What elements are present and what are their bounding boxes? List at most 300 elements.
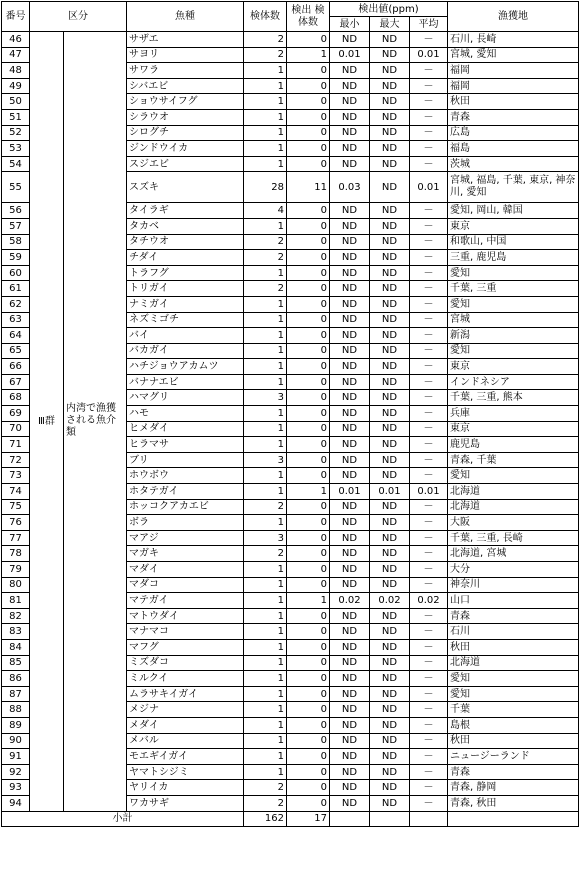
avg-value: － bbox=[410, 141, 448, 157]
avg-value: － bbox=[410, 156, 448, 172]
avg-value: － bbox=[410, 265, 448, 281]
species-name: トリガイ bbox=[127, 281, 244, 297]
min-value: 0.02 bbox=[330, 593, 370, 609]
detected-count: 0 bbox=[287, 437, 330, 453]
species-name: マナマコ bbox=[127, 624, 244, 640]
max-value: ND bbox=[370, 655, 410, 671]
max-value: ND bbox=[370, 702, 410, 718]
avg-value: － bbox=[410, 328, 448, 344]
sample-count: 2 bbox=[244, 499, 287, 515]
species-name: ジンドウイカ bbox=[127, 141, 244, 157]
row-no: 54 bbox=[2, 156, 30, 172]
min-value: ND bbox=[330, 63, 370, 79]
avg-value: － bbox=[410, 109, 448, 125]
detected-count: 11 bbox=[287, 172, 330, 203]
avg-value: － bbox=[410, 452, 448, 468]
detected-count: 0 bbox=[287, 702, 330, 718]
subtotal-label: 小計 bbox=[2, 811, 244, 827]
species-name: マガキ bbox=[127, 546, 244, 562]
subtotal-min-empty bbox=[330, 811, 370, 827]
min-value: ND bbox=[330, 437, 370, 453]
max-value: ND bbox=[370, 624, 410, 640]
detected-count: 0 bbox=[287, 515, 330, 531]
species-name: バナナエビ bbox=[127, 374, 244, 390]
min-value: ND bbox=[330, 390, 370, 406]
species-name: ヒラマサ bbox=[127, 437, 244, 453]
sample-count: 1 bbox=[244, 296, 287, 312]
detected-count: 0 bbox=[287, 795, 330, 811]
sample-count: 1 bbox=[244, 577, 287, 593]
sample-count: 1 bbox=[244, 733, 287, 749]
avg-value: － bbox=[410, 733, 448, 749]
origin: 東京 bbox=[448, 218, 579, 234]
max-value: 0.01 bbox=[370, 484, 410, 500]
row-no: 82 bbox=[2, 608, 30, 624]
origin: 石川 bbox=[448, 624, 579, 640]
max-value: ND bbox=[370, 47, 410, 63]
origin: 島根 bbox=[448, 717, 579, 733]
avg-value: － bbox=[410, 702, 448, 718]
origin: インドネシア bbox=[448, 374, 579, 390]
species-name: ミルクイ bbox=[127, 671, 244, 687]
species-name: サワラ bbox=[127, 63, 244, 79]
origin: 千葉 bbox=[448, 702, 579, 718]
row-no: 50 bbox=[2, 94, 30, 110]
species-name: シログチ bbox=[127, 125, 244, 141]
sample-count: 1 bbox=[244, 218, 287, 234]
min-value: ND bbox=[330, 250, 370, 266]
min-value: ND bbox=[330, 343, 370, 359]
sample-count: 1 bbox=[244, 421, 287, 437]
row-no: 64 bbox=[2, 328, 30, 344]
origin: 鹿児島 bbox=[448, 437, 579, 453]
species-name: スズキ bbox=[127, 172, 244, 203]
origin: 青森, 千葉 bbox=[448, 452, 579, 468]
header-detected-value: 検出値(ppm) bbox=[330, 2, 448, 17]
header-detected: 検出 検体数 bbox=[287, 2, 330, 32]
min-value: ND bbox=[330, 780, 370, 796]
species-name: ハマグリ bbox=[127, 390, 244, 406]
avg-value: 0.01 bbox=[410, 172, 448, 203]
min-value: ND bbox=[330, 717, 370, 733]
detected-count: 0 bbox=[287, 125, 330, 141]
species-name: ミズダコ bbox=[127, 655, 244, 671]
row-no: 49 bbox=[2, 78, 30, 94]
min-value: ND bbox=[330, 406, 370, 422]
detected-count: 0 bbox=[287, 577, 330, 593]
row-no: 56 bbox=[2, 203, 30, 219]
avg-value: － bbox=[410, 717, 448, 733]
avg-value: 0.02 bbox=[410, 593, 448, 609]
row-no: 77 bbox=[2, 530, 30, 546]
species-name: ショウサイフグ bbox=[127, 94, 244, 110]
origin: 宮城 bbox=[448, 312, 579, 328]
header-samples: 検体数 bbox=[244, 2, 287, 32]
min-value: ND bbox=[330, 546, 370, 562]
row-no: 87 bbox=[2, 686, 30, 702]
subtotal-origin-empty bbox=[448, 811, 579, 827]
species-name: ボラ bbox=[127, 515, 244, 531]
origin: 青森 bbox=[448, 109, 579, 125]
sample-count: 1 bbox=[244, 702, 287, 718]
row-no: 81 bbox=[2, 593, 30, 609]
detected-count: 0 bbox=[287, 265, 330, 281]
avg-value: － bbox=[410, 468, 448, 484]
avg-value: － bbox=[410, 530, 448, 546]
min-value: ND bbox=[330, 686, 370, 702]
row-no: 75 bbox=[2, 499, 30, 515]
species-name: マアジ bbox=[127, 530, 244, 546]
max-value: ND bbox=[370, 764, 410, 780]
detected-count: 0 bbox=[287, 203, 330, 219]
detected-count: 0 bbox=[287, 94, 330, 110]
species-name: メジナ bbox=[127, 702, 244, 718]
max-value: ND bbox=[370, 499, 410, 515]
sample-count: 1 bbox=[244, 515, 287, 531]
min-value: ND bbox=[330, 639, 370, 655]
row-no: 55 bbox=[2, 172, 30, 203]
group-label: Ⅲ群 bbox=[30, 32, 64, 812]
sample-count: 1 bbox=[244, 265, 287, 281]
sample-count: 2 bbox=[244, 780, 287, 796]
detected-count: 0 bbox=[287, 234, 330, 250]
sample-count: 1 bbox=[244, 717, 287, 733]
detected-count: 0 bbox=[287, 78, 330, 94]
row-no: 88 bbox=[2, 702, 30, 718]
detected-count: 0 bbox=[287, 359, 330, 375]
row-no: 84 bbox=[2, 639, 30, 655]
min-value: 0.01 bbox=[330, 484, 370, 500]
min-value: ND bbox=[330, 125, 370, 141]
max-value: ND bbox=[370, 452, 410, 468]
origin: 青森, 秋田 bbox=[448, 795, 579, 811]
max-value: ND bbox=[370, 94, 410, 110]
min-value: ND bbox=[330, 515, 370, 531]
header-category: 区分 bbox=[30, 2, 127, 32]
min-value: ND bbox=[330, 608, 370, 624]
min-value: 0.03 bbox=[330, 172, 370, 203]
min-value: ND bbox=[330, 328, 370, 344]
origin: 和歌山, 中国 bbox=[448, 234, 579, 250]
origin: 千葉, 三重, 長崎 bbox=[448, 530, 579, 546]
min-value: ND bbox=[330, 749, 370, 765]
header-avg: 平均 bbox=[410, 17, 448, 32]
min-value: ND bbox=[330, 94, 370, 110]
header-origin: 漁獲地 bbox=[448, 2, 579, 32]
min-value: ND bbox=[330, 265, 370, 281]
min-value: ND bbox=[330, 562, 370, 578]
max-value: ND bbox=[370, 234, 410, 250]
detected-count: 0 bbox=[287, 671, 330, 687]
detected-count: 0 bbox=[287, 281, 330, 297]
species-name: バイ bbox=[127, 328, 244, 344]
table-row bbox=[2, 32, 579, 48]
detected-count: 0 bbox=[287, 312, 330, 328]
min-value: ND bbox=[330, 156, 370, 172]
species-name: ハモ bbox=[127, 406, 244, 422]
avg-value: － bbox=[410, 499, 448, 515]
sample-count: 1 bbox=[244, 406, 287, 422]
row-no: 63 bbox=[2, 312, 30, 328]
avg-value: － bbox=[410, 32, 448, 48]
species-name: タチウオ bbox=[127, 234, 244, 250]
min-value: ND bbox=[330, 359, 370, 375]
row-no: 70 bbox=[2, 421, 30, 437]
origin: 北海道 bbox=[448, 655, 579, 671]
row-no: 80 bbox=[2, 577, 30, 593]
subtotal-avg-empty bbox=[410, 811, 448, 827]
origin: 大分 bbox=[448, 562, 579, 578]
max-value: ND bbox=[370, 686, 410, 702]
detected-count: 0 bbox=[287, 530, 330, 546]
avg-value: － bbox=[410, 359, 448, 375]
avg-value: － bbox=[410, 686, 448, 702]
max-value: ND bbox=[370, 390, 410, 406]
origin: ニュージーランド bbox=[448, 749, 579, 765]
origin: 愛知 bbox=[448, 296, 579, 312]
avg-value: － bbox=[410, 203, 448, 219]
origin: 北海道, 宮城 bbox=[448, 546, 579, 562]
sample-count: 3 bbox=[244, 390, 287, 406]
origin: 山口 bbox=[448, 593, 579, 609]
max-value: ND bbox=[370, 530, 410, 546]
min-value: ND bbox=[330, 203, 370, 219]
detected-count: 0 bbox=[287, 608, 330, 624]
avg-value: － bbox=[410, 125, 448, 141]
avg-value: － bbox=[410, 515, 448, 531]
max-value: ND bbox=[370, 172, 410, 203]
max-value: ND bbox=[370, 141, 410, 157]
origin: 大阪 bbox=[448, 515, 579, 531]
species-name: ヤリイカ bbox=[127, 780, 244, 796]
sample-count: 1 bbox=[244, 312, 287, 328]
row-no: 46 bbox=[2, 32, 30, 48]
origin: 宮城, 愛知 bbox=[448, 47, 579, 63]
detected-count: 0 bbox=[287, 218, 330, 234]
species-name: シバエビ bbox=[127, 78, 244, 94]
detected-count: 1 bbox=[287, 47, 330, 63]
origin: 青森 bbox=[448, 764, 579, 780]
avg-value: － bbox=[410, 234, 448, 250]
species-name: ヤマトシジミ bbox=[127, 764, 244, 780]
species-name: マフグ bbox=[127, 639, 244, 655]
sample-count: 2 bbox=[244, 795, 287, 811]
row-no: 74 bbox=[2, 484, 30, 500]
row-no: 67 bbox=[2, 374, 30, 390]
sample-count: 1 bbox=[244, 94, 287, 110]
origin: 愛知, 岡山, 韓国 bbox=[448, 203, 579, 219]
species-name: タイラギ bbox=[127, 203, 244, 219]
sample-count: 1 bbox=[244, 639, 287, 655]
min-value: ND bbox=[330, 499, 370, 515]
detected-count: 0 bbox=[287, 156, 330, 172]
max-value: ND bbox=[370, 515, 410, 531]
category-label: 内湾で漁獲される魚介類 bbox=[64, 32, 127, 812]
sample-count: 1 bbox=[244, 624, 287, 640]
avg-value: － bbox=[410, 795, 448, 811]
species-name: チダイ bbox=[127, 250, 244, 266]
min-value: ND bbox=[330, 577, 370, 593]
species-name: マトウダイ bbox=[127, 608, 244, 624]
min-value: ND bbox=[330, 468, 370, 484]
row-no: 47 bbox=[2, 47, 30, 63]
row-no: 51 bbox=[2, 109, 30, 125]
origin: 千葉, 三重 bbox=[448, 281, 579, 297]
detected-count: 0 bbox=[287, 717, 330, 733]
detected-count: 0 bbox=[287, 686, 330, 702]
sample-count: 1 bbox=[244, 593, 287, 609]
sample-count: 1 bbox=[244, 468, 287, 484]
min-value: ND bbox=[330, 702, 370, 718]
detected-count: 0 bbox=[287, 749, 330, 765]
min-value: ND bbox=[330, 234, 370, 250]
row-no: 58 bbox=[2, 234, 30, 250]
sample-count: 1 bbox=[244, 359, 287, 375]
table-body bbox=[2, 32, 579, 812]
origin: 石川, 長崎 bbox=[448, 32, 579, 48]
origin: 愛知 bbox=[448, 468, 579, 484]
max-value: ND bbox=[370, 780, 410, 796]
species-name: マテガイ bbox=[127, 593, 244, 609]
origin: 広島 bbox=[448, 125, 579, 141]
row-no: 85 bbox=[2, 655, 30, 671]
max-value: ND bbox=[370, 562, 410, 578]
origin: 千葉, 三重, 熊本 bbox=[448, 390, 579, 406]
row-no: 73 bbox=[2, 468, 30, 484]
header-no: 番号 bbox=[2, 2, 30, 32]
subtotal-samples: 162 bbox=[244, 811, 287, 827]
detected-count: 0 bbox=[287, 562, 330, 578]
species-name: マダコ bbox=[127, 577, 244, 593]
avg-value: － bbox=[410, 624, 448, 640]
sample-count: 2 bbox=[244, 281, 287, 297]
max-value: ND bbox=[370, 281, 410, 297]
min-value: ND bbox=[330, 281, 370, 297]
sample-count: 2 bbox=[244, 234, 287, 250]
min-value: ND bbox=[330, 312, 370, 328]
max-value: 0.02 bbox=[370, 593, 410, 609]
sample-count: 1 bbox=[244, 562, 287, 578]
avg-value: － bbox=[410, 562, 448, 578]
detected-count: 0 bbox=[287, 406, 330, 422]
sample-count: 1 bbox=[244, 655, 287, 671]
origin: 東京 bbox=[448, 421, 579, 437]
avg-value: － bbox=[410, 764, 448, 780]
max-value: ND bbox=[370, 109, 410, 125]
sample-count: 1 bbox=[244, 63, 287, 79]
min-value: ND bbox=[330, 109, 370, 125]
min-value: ND bbox=[330, 733, 370, 749]
detected-count: 0 bbox=[287, 452, 330, 468]
row-no: 68 bbox=[2, 390, 30, 406]
origin: 青森, 静岡 bbox=[448, 780, 579, 796]
header-min: 最小 bbox=[330, 17, 370, 32]
origin: 福岡 bbox=[448, 78, 579, 94]
origin: 愛知 bbox=[448, 671, 579, 687]
avg-value: － bbox=[410, 312, 448, 328]
row-no: 62 bbox=[2, 296, 30, 312]
detected-count: 0 bbox=[287, 63, 330, 79]
min-value: 0.01 bbox=[330, 47, 370, 63]
max-value: ND bbox=[370, 203, 410, 219]
header-max: 最大 bbox=[370, 17, 410, 32]
species-name: トラフグ bbox=[127, 265, 244, 281]
min-value: ND bbox=[330, 218, 370, 234]
species-name: ホッコクアカエビ bbox=[127, 499, 244, 515]
avg-value: － bbox=[410, 281, 448, 297]
max-value: ND bbox=[370, 577, 410, 593]
species-name: ホタテガイ bbox=[127, 484, 244, 500]
detected-count: 0 bbox=[287, 141, 330, 157]
header-species: 魚種 bbox=[127, 2, 244, 32]
detected-count: 0 bbox=[287, 764, 330, 780]
row-no: 91 bbox=[2, 749, 30, 765]
detected-count: 0 bbox=[287, 624, 330, 640]
min-value: ND bbox=[330, 655, 370, 671]
detected-count: 0 bbox=[287, 390, 330, 406]
max-value: ND bbox=[370, 250, 410, 266]
origin: 秋田 bbox=[448, 94, 579, 110]
row-no: 65 bbox=[2, 343, 30, 359]
row-no: 72 bbox=[2, 452, 30, 468]
species-name: メバル bbox=[127, 733, 244, 749]
avg-value: － bbox=[410, 406, 448, 422]
min-value: ND bbox=[330, 141, 370, 157]
avg-value: － bbox=[410, 94, 448, 110]
species-name: マダイ bbox=[127, 562, 244, 578]
max-value: ND bbox=[370, 32, 410, 48]
row-no: 78 bbox=[2, 546, 30, 562]
avg-value: － bbox=[410, 78, 448, 94]
max-value: ND bbox=[370, 218, 410, 234]
min-value: ND bbox=[330, 530, 370, 546]
row-no: 53 bbox=[2, 141, 30, 157]
row-no: 48 bbox=[2, 63, 30, 79]
sample-count: 4 bbox=[244, 203, 287, 219]
avg-value: － bbox=[410, 749, 448, 765]
origin: 愛知 bbox=[448, 265, 579, 281]
max-value: ND bbox=[370, 312, 410, 328]
subtotal-max-empty bbox=[370, 811, 410, 827]
min-value: ND bbox=[330, 78, 370, 94]
species-name: サヨリ bbox=[127, 47, 244, 63]
origin: 秋田 bbox=[448, 639, 579, 655]
sample-count: 2 bbox=[244, 250, 287, 266]
max-value: ND bbox=[370, 296, 410, 312]
sample-count: 1 bbox=[244, 141, 287, 157]
max-value: ND bbox=[370, 437, 410, 453]
max-value: ND bbox=[370, 359, 410, 375]
sample-count: 1 bbox=[244, 374, 287, 390]
detected-count: 0 bbox=[287, 343, 330, 359]
origin: 愛知 bbox=[448, 343, 579, 359]
origin: 北海道 bbox=[448, 499, 579, 515]
max-value: ND bbox=[370, 468, 410, 484]
detected-count: 0 bbox=[287, 546, 330, 562]
detected-count: 0 bbox=[287, 250, 330, 266]
origin: 東京 bbox=[448, 359, 579, 375]
avg-value: － bbox=[410, 577, 448, 593]
species-name: ブリ bbox=[127, 452, 244, 468]
species-name: メダイ bbox=[127, 717, 244, 733]
sample-count: 28 bbox=[244, 172, 287, 203]
row-no: 83 bbox=[2, 624, 30, 640]
sample-count: 1 bbox=[244, 484, 287, 500]
max-value: ND bbox=[370, 78, 410, 94]
detected-count: 0 bbox=[287, 328, 330, 344]
max-value: ND bbox=[370, 608, 410, 624]
row-no: 89 bbox=[2, 717, 30, 733]
